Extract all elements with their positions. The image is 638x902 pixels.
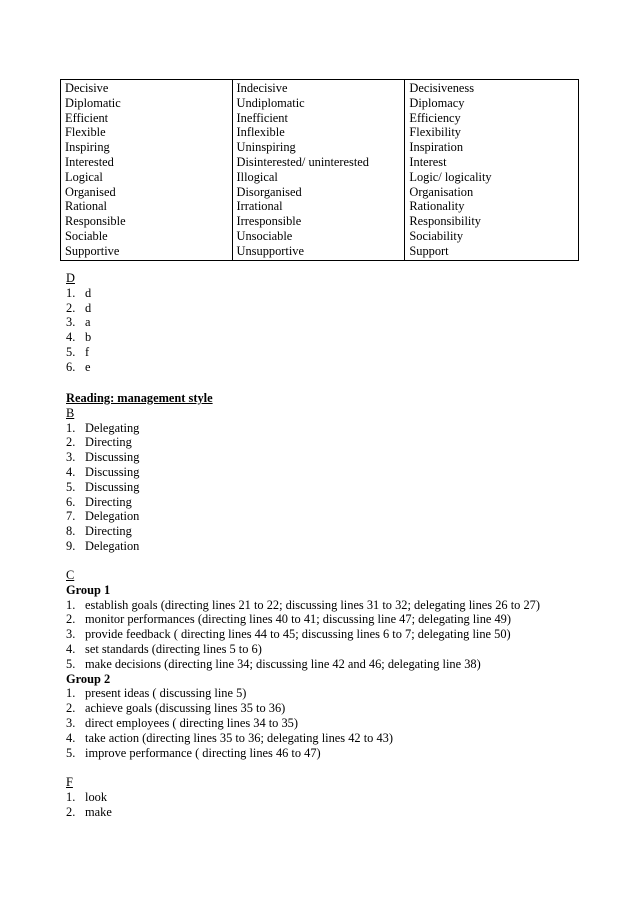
- list-item: 2. achieve goals (discussing lines 35 to 36): [66, 701, 286, 716]
- table-cell: Decisiveness: [405, 80, 579, 96]
- section-c-heading: C: [66, 568, 75, 582]
- table-cell: Organised: [61, 185, 233, 200]
- section-d-heading: D: [66, 271, 75, 285]
- table-cell: Organisation: [405, 185, 579, 200]
- list-item: 2. monitor performances (directing lines 40 to 41; discussing line 47; delegating line 49): [66, 612, 512, 627]
- table-cell: Interest: [405, 155, 579, 170]
- list-item: 2. make: [66, 804, 112, 819]
- table-cell: Disinterested/ uninterested: [232, 155, 405, 170]
- list-item: 1. look: [66, 789, 108, 804]
- table-cell: Interested: [61, 155, 233, 170]
- table-cell: Rational: [61, 199, 233, 214]
- list-item: 5. improve performance ( directing lines 46 to 47): [66, 745, 321, 760]
- table-cell: Rationality: [405, 199, 579, 214]
- table-row: [61, 111, 579, 126]
- section-f: [66, 775, 112, 819]
- table-cell: Inflexible: [232, 125, 405, 140]
- table-row: [61, 199, 579, 214]
- table-cell: Efficient: [61, 111, 233, 126]
- table-cell: Diplomatic: [61, 96, 233, 111]
- list-item: 4. take action (directing lines 35 to 36; delegating lines 42 to 43): [66, 730, 393, 745]
- table-cell: Disorganised: [232, 185, 405, 200]
- table-row: [61, 185, 579, 200]
- table-cell: Uninspiring: [232, 140, 405, 155]
- table-cell: Supportive: [61, 244, 233, 260]
- table-cell: Support: [405, 244, 579, 260]
- list-item: 1. present ideas ( discussing line 5): [66, 686, 247, 701]
- list-item: 3. a: [66, 315, 91, 330]
- table-cell: Irrational: [232, 199, 405, 214]
- table-cell: Decisive: [61, 80, 233, 96]
- table-cell: Inspiring: [61, 140, 233, 155]
- word-forms-table-body: [61, 80, 579, 261]
- table-cell: Indecisive: [232, 80, 405, 96]
- reading-title: Reading: management style: [66, 391, 213, 405]
- table-cell: Unsupportive: [232, 244, 405, 260]
- list-item: 3. provide feedback ( directing lines 44 to 45; discussing lines 6 to 7; delegating line 50): [66, 627, 511, 642]
- list-item: 4. b: [66, 330, 92, 345]
- section-b-list: [66, 421, 213, 554]
- table-row: [61, 96, 579, 111]
- list-item: 7. Delegation: [66, 509, 140, 524]
- list-item: 4. set standards (directing lines 5 to 6): [66, 641, 262, 656]
- list-item: 8. Directing: [66, 524, 132, 539]
- section-f-list: [66, 790, 112, 820]
- table-row: [61, 214, 579, 229]
- table-cell: Inefficient: [232, 111, 405, 126]
- list-item: 3. direct employees ( directing lines 34 to 35): [66, 715, 298, 730]
- table-cell: Diplomacy: [405, 96, 579, 111]
- table-cell: Flexible: [61, 125, 233, 140]
- table-cell: Illogical: [232, 170, 405, 185]
- table-row: [61, 244, 579, 260]
- table-cell: Unsociable: [232, 229, 405, 244]
- group-1-list: [66, 598, 540, 672]
- list-item: 5. Discussing: [66, 479, 140, 494]
- table-cell: Logic/ logicality: [405, 170, 579, 185]
- list-item: 1. establish goals (directing lines 21 to 22; discussing lines 31 to 32; delegating lines 26 to 27): [66, 597, 540, 612]
- table-row: [61, 229, 579, 244]
- table-row: [61, 125, 579, 140]
- section-reading-b: [66, 391, 213, 554]
- list-item: 6. Directing: [66, 494, 132, 509]
- table-cell: Undiplomatic: [232, 96, 405, 111]
- list-item: 3. Discussing: [66, 450, 140, 465]
- table-cell: Sociable: [61, 229, 233, 244]
- table-cell: Logical: [61, 170, 233, 185]
- list-item: 1. Delegating: [66, 420, 140, 435]
- list-item: 1. d: [66, 285, 92, 300]
- table-row: [61, 140, 579, 155]
- table-cell: Irresponsible: [232, 214, 405, 229]
- list-item: 2. Directing: [66, 435, 132, 450]
- list-item: 9. Delegation: [66, 538, 140, 553]
- table-cell: Responsible: [61, 214, 233, 229]
- table-cell: Responsibility: [405, 214, 579, 229]
- table-row: [61, 80, 579, 96]
- table-cell: Sociability: [405, 229, 579, 244]
- group-2-list: [66, 686, 540, 760]
- list-item: 5. make decisions (directing line 34; discussing line 42 and 46; delegating line 38): [66, 656, 481, 671]
- table-row: [61, 170, 579, 185]
- group-1-label: Group 1: [66, 582, 111, 597]
- table-cell: Efficiency: [405, 111, 579, 126]
- table-row: [61, 155, 579, 170]
- section-d: [66, 271, 91, 375]
- table-cell: Flexibility: [405, 125, 579, 140]
- word-forms-table: [60, 79, 579, 261]
- group-2-label: Group 2: [66, 671, 111, 686]
- list-item: 4. Discussing: [66, 464, 140, 479]
- section-c: [66, 568, 540, 760]
- list-item: 5. f: [66, 344, 90, 359]
- table-cell: Inspiration: [405, 140, 579, 155]
- section-b-heading: B: [66, 405, 75, 420]
- section-f-heading: F: [66, 775, 73, 789]
- list-item: 6. e: [66, 359, 91, 374]
- section-d-list: [66, 286, 91, 375]
- list-item: 2. d: [66, 300, 92, 315]
